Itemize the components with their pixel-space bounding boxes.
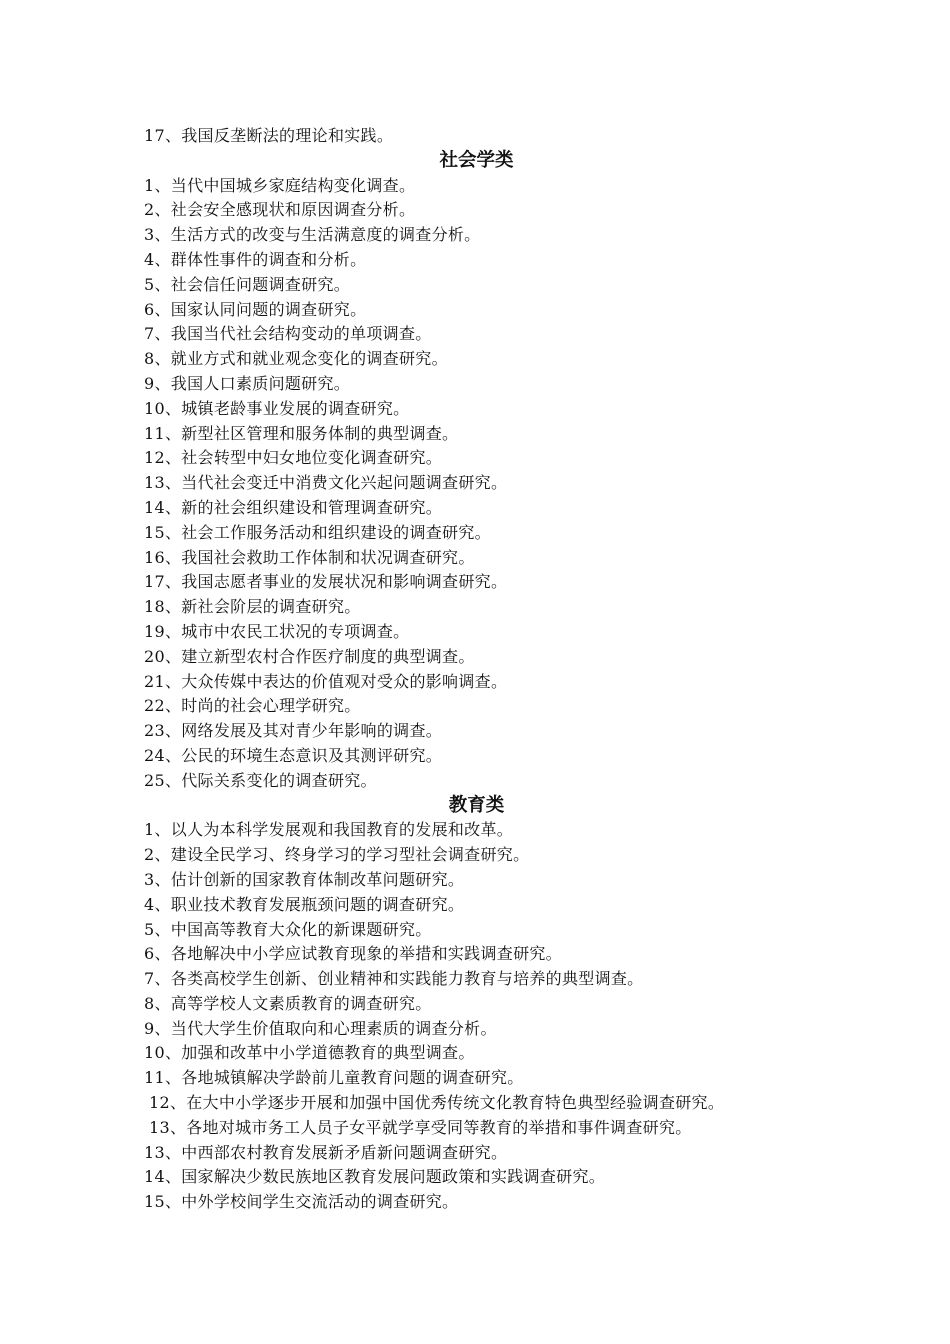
list-item: 7、各类高校学生创新、创业精神和实践能力教育与培养的典型调查。 <box>144 969 644 989</box>
list-item: 19、城市中农民工状况的专项调查。 <box>144 621 410 641</box>
list-item: 6、各地解决中小学应试教育现象的举措和实践调查研究。 <box>144 944 562 964</box>
list-item: 8、高等学校人文素质教育的调查研究。 <box>144 993 432 1013</box>
list-item: 14、国家解决少数民族地区教育发展问题政策和实践调查研究。 <box>144 1167 606 1187</box>
list-item: 9、当代大学生价值取向和心理素质的调查分析。 <box>144 1018 497 1038</box>
list-item: 8、就业方式和就业观念变化的调查研究。 <box>144 349 448 369</box>
list-item: 22、时尚的社会心理学研究。 <box>144 696 361 716</box>
list-item: 6、国家认同问题的调查研究。 <box>144 299 367 319</box>
list-item: 14、新的社会组织建设和管理调查研究。 <box>144 497 443 517</box>
list-item: 2、社会安全感现状和原因调查分析。 <box>144 200 416 220</box>
list-item: 21、大众传媒中表达的价值观对受众的影响调查。 <box>144 671 508 691</box>
education-list <box>144 818 844 1215</box>
list-item: 2、建设全民学习、终身学习的学习型社会调查研究。 <box>144 845 530 865</box>
list-item: 3、估计创新的国家教育体制改革问题研究。 <box>144 869 465 889</box>
list-item: 25、代际关系变化的调查研究。 <box>144 770 377 790</box>
list-item: 13、各地对城市务工人员子女平就学享受同等教育的举措和事件调查研究。 <box>149 1117 692 1137</box>
list-item: 23、网络发展及其对青少年影响的调查。 <box>144 721 443 741</box>
list-item: 7、我国当代社会结构变动的单项调查。 <box>144 324 432 344</box>
section-heading-sociology: 社会学类 <box>439 149 514 171</box>
list-item: 16、我国社会救助工作体制和状况调查研究。 <box>144 547 475 567</box>
section-heading-education: 教育类 <box>448 794 505 816</box>
list-item: 13、当代社会变迁中消费文化兴起问题调查研究。 <box>144 473 508 493</box>
list-item: 11、各地城镇解决学龄前儿童教育问题的调查研究。 <box>144 1068 524 1088</box>
list-item: 1、当代中国城乡家庭结构变化调查。 <box>144 175 416 195</box>
list-item: 15、中外学校间学生交流活动的调查研究。 <box>144 1192 459 1212</box>
list-item: 13、中西部农村教育发展新矛盾新问题调查研究。 <box>144 1142 508 1162</box>
list-item: 20、建立新型农村合作医疗制度的典型调查。 <box>144 646 475 666</box>
sociology-list <box>144 174 844 794</box>
list-item: 4、职业技术教育发展瓶颈问题的调查研究。 <box>144 894 465 914</box>
list-item: 12、社会转型中妇女地位变化调查研究。 <box>144 448 443 468</box>
list-item: 9、我国人口素质问题研究。 <box>144 373 351 393</box>
list-item: 17、我国反垄断法的理论和实践。 <box>144 126 394 145</box>
list-item: 17、我国志愿者事业的发展状况和影响调查研究。 <box>144 572 508 592</box>
list-item: 10、城镇老龄事业发展的调查研究。 <box>144 398 410 418</box>
list-item: 18、新社会阶层的调查研究。 <box>144 597 361 617</box>
list-item: 1、以人为本科学发展观和我国教育的发展和改革。 <box>144 820 514 840</box>
list-item: 24、公民的环境生态意识及其测评研究。 <box>144 745 443 765</box>
list-item: 10、加强和改革中小学道德教育的典型调查。 <box>144 1043 475 1063</box>
list-item: 12、在大中小学逐步开展和加强中国优秀传统文化教育特色典型经验调查研究。 <box>149 1093 725 1113</box>
list-item: 11、新型社区管理和服务体制的典型调查。 <box>144 423 459 443</box>
list-item: 4、群体性事件的调查和分析。 <box>144 249 367 269</box>
list-item: 15、社会工作服务活动和组织建设的调查研究。 <box>144 522 491 542</box>
document-body <box>144 124 844 1215</box>
list-item: 3、生活方式的改变与生活满意度的调查分析。 <box>144 225 481 245</box>
list-item: 5、中国高等教育大众化的新课题研究。 <box>144 919 432 939</box>
list-item: 5、社会信任问题调查研究。 <box>144 274 351 294</box>
